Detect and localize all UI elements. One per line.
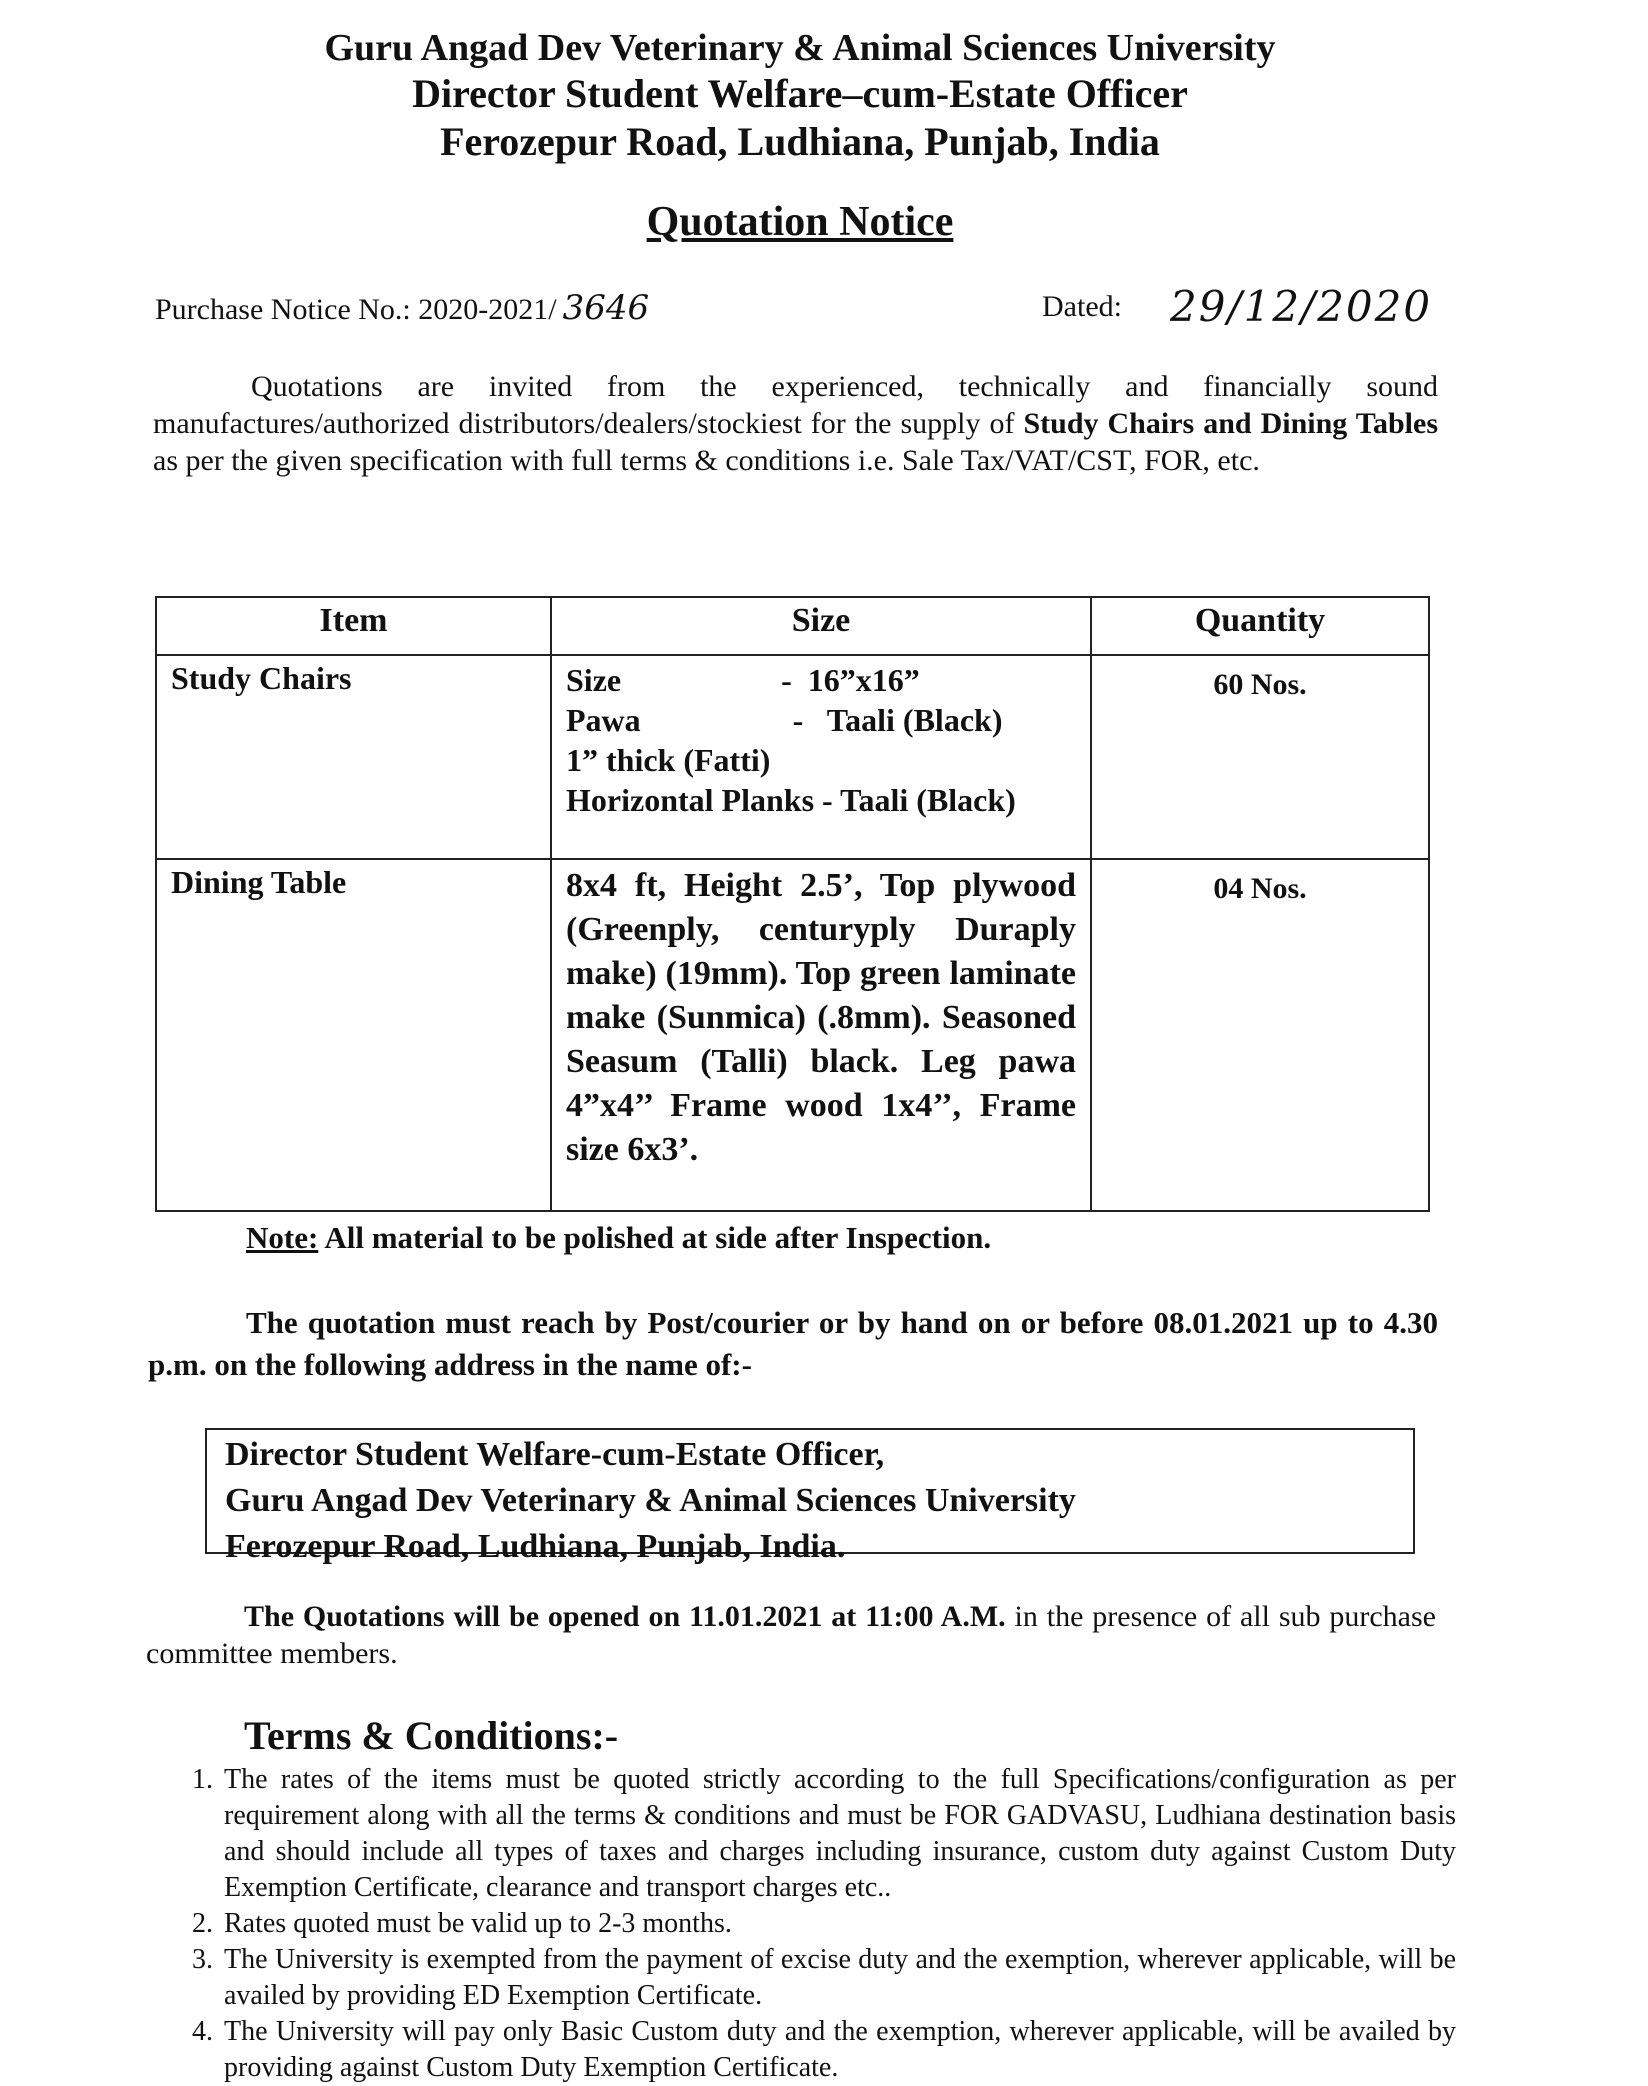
purchase-notice-label: Purchase Notice No.: 2020-2021/ xyxy=(155,293,557,326)
dated-handwritten-value: 29/12/2020 xyxy=(1170,282,1433,331)
spec-line: Horizontal Planks - Taali (Black) xyxy=(566,782,1016,818)
quantity-cell: 04 Nos. xyxy=(1091,859,1429,1211)
note-label: Note: xyxy=(246,1220,319,1255)
terms-heading: Terms & Conditions:- xyxy=(244,1713,619,1758)
university-name: Guru Angad Dev Veterinary & Animal Sciences University xyxy=(324,27,1276,69)
spec-line: Pawa - Taali (Black) xyxy=(566,702,1003,738)
list-item: 1. The rates of the items must be quoted strictly according to the full Specifications/configuration as per requirement along with all the terms & conditions and must be FOR GADVASU, Ludhiana destination basis and should include all types of taxes and charges including insurance, custom duty against Custom Duty Exemption Certificate, clearance and transport charges etc.. xyxy=(220,1762,1456,1906)
size-spec-cell: 8x4 ft, Height 2.5’, Top plywood (Greenply, centuryply Duraply make) (19mm). Top green laminate make (Sunmica) (.8mm). Seasoned Seasum (Talli) black. Leg pawa 4”x4’’ Frame wood 1x4’’, Frame size 6x3’. xyxy=(551,859,1091,1211)
items-table xyxy=(155,596,1430,1212)
address-line: Guru Angad Dev Veterinary & Animal Sciences University xyxy=(225,1482,1076,1519)
dated-label: Dated: xyxy=(1042,290,1122,323)
opening-date-bold: The Quotations will be opened on 11.01.2021 at 11:00 A.M. xyxy=(244,1600,1006,1633)
opening-text: in the presence of all sub purchase committee members. xyxy=(146,1600,1436,1670)
table-row xyxy=(156,859,1429,1211)
note-text: All material to be polished at side after Inspection. xyxy=(318,1220,992,1255)
note xyxy=(246,1220,991,1256)
deadline-paragraph: The quotation must reach by Post/courier or by hand on or before 08.01.2021 up to 4.30 p.m. on the following address in the name of:- xyxy=(148,1305,1438,1382)
item-name-cell: Study Chairs xyxy=(156,655,551,859)
intro-text-2: as per the given specification with full terms & conditions i.e. Sale Tax/VAT/CST, FOR, etc. xyxy=(153,444,1260,477)
spec-line: 1” thick (Fatti) xyxy=(566,742,771,778)
office-title: Director Student Welfare–cum-Estate Officer xyxy=(412,71,1188,116)
item-name-cell: Dining Table xyxy=(156,859,551,1211)
table-header-row xyxy=(156,597,1429,655)
quantity-cell: 60 Nos. xyxy=(1091,655,1429,859)
table-row xyxy=(156,655,1429,859)
column-header-size: Size xyxy=(551,597,1091,655)
address-line: Director Student Welfare-cum-Estate Officer, xyxy=(225,1436,885,1473)
opening-paragraph xyxy=(146,1598,1436,1672)
spec-line: Size - 16”x16” xyxy=(566,662,920,698)
list-item: 4. The University will pay only Basic Custom duty and the exemption, wherever applicable, will be availed by providing against Custom Duty Exemption Certificate. xyxy=(220,2014,1456,2086)
page-title: Quotation Notice xyxy=(646,199,954,245)
intro-paragraph xyxy=(153,368,1438,479)
column-header-item: Item xyxy=(156,597,551,655)
intro-text-1: Quotations are invited from the experienced, technically and financially sound manufactures/authorized distributors/dealers/stockiest for the supply of xyxy=(153,370,1438,440)
size-spec-cell xyxy=(551,655,1091,859)
office-address: Ferozepur Road, Ludhiana, Punjab, India xyxy=(440,119,1160,164)
address-box xyxy=(205,1428,1415,1565)
terms-list xyxy=(200,1762,1456,2086)
purchase-notice-handwritten-number: 3646 xyxy=(562,288,650,328)
intro-items-bold: Study Chairs and Dining Tables xyxy=(1023,407,1439,440)
list-item: 3. The University is exempted from the payment of excise duty and the exemption, wherever applicable, will be availed by providing ED Exemption Certificate. xyxy=(220,1942,1456,2014)
address-line: Ferozepur Road, Ludhiana, Punjab, India. xyxy=(225,1528,846,1565)
column-header-quantity: Quantity xyxy=(1091,597,1429,655)
list-item: 2. Rates quoted must be valid up to 2-3 months. xyxy=(220,1906,1456,1942)
purchase-notice-number xyxy=(155,288,649,328)
